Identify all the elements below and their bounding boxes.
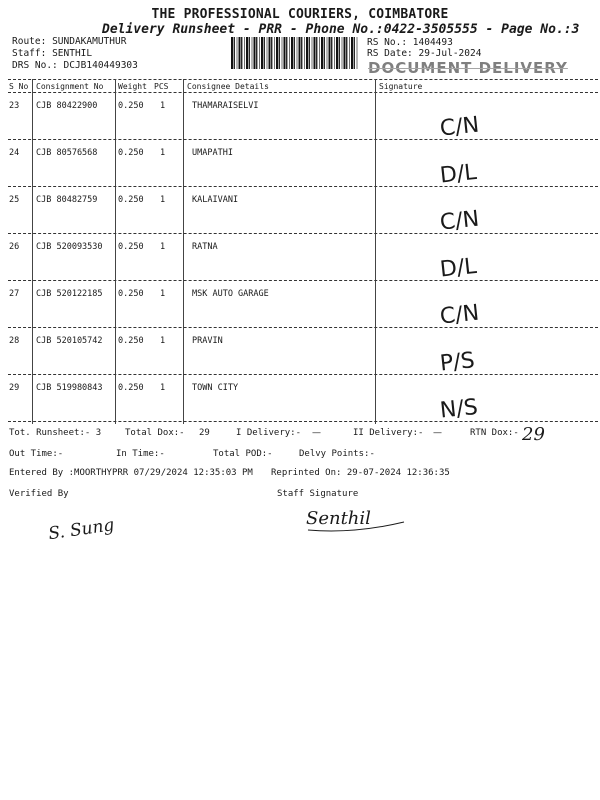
col-header-pcs: PCS	[154, 82, 169, 91]
row-signature-text: C/N	[438, 206, 481, 236]
row-weight: 0.250	[118, 195, 144, 205]
row-sno: 24	[9, 148, 20, 158]
total-dox-value: 29	[199, 428, 210, 438]
row-weight: 0.250	[118, 383, 144, 393]
row-signature	[436, 389, 516, 423]
row-separator	[8, 186, 598, 187]
row-consignee: TOWN CITY	[192, 383, 239, 393]
rs-no-label: RS No.:	[367, 37, 408, 48]
staff-signature-label: Staff Signature	[277, 489, 359, 499]
row-consignment-no: CJB 520105742	[36, 336, 103, 346]
row-sno: 27	[9, 289, 20, 299]
out-time: Out Time:-	[9, 449, 64, 459]
rs-date-label: RS Date:	[367, 48, 413, 59]
row-pcs: 1	[160, 289, 166, 299]
row-separator	[8, 139, 598, 140]
row-weight: 0.250	[118, 336, 144, 346]
row-signature-text: D/L	[438, 159, 478, 189]
rtn-dox-value: 29	[522, 424, 545, 445]
row-consignee: RATNA	[192, 242, 218, 252]
entered-by: Entered By :MOORTHYPRR 07/29/2024 12:35:03 PM	[9, 468, 253, 478]
col-header-weight: Weight	[118, 82, 147, 91]
row-weight: 0.250	[118, 242, 144, 252]
row-pcs: 1	[160, 195, 166, 205]
rs-date-line	[367, 48, 481, 59]
col-divider	[375, 79, 376, 424]
col-divider	[32, 79, 33, 424]
row-separator	[8, 233, 598, 234]
row-signature	[436, 107, 516, 141]
verified-signature-text: S. Sung	[47, 515, 116, 545]
delvy-points: Delvy Points:-	[299, 449, 375, 459]
row-signature-text: P/S	[438, 348, 476, 377]
route-label: Route:	[12, 36, 47, 47]
col-header-consignee: Consignee Details	[187, 82, 269, 91]
row-separator	[8, 374, 598, 375]
row-signature-text: D/L	[438, 253, 478, 283]
row-pcs: 1	[160, 336, 166, 346]
verified-signature	[46, 508, 146, 548]
drs-value: DCJB140449303	[63, 60, 138, 71]
row-separator	[8, 327, 598, 328]
row-pcs: 1	[160, 242, 166, 252]
row-weight: 0.250	[118, 148, 144, 158]
row-weight: 0.250	[118, 101, 144, 111]
i-delivery-label: I Delivery:-	[236, 428, 302, 438]
row-consignment-no: CJB 519980843	[36, 383, 103, 393]
reprinted-on: Reprinted On: 29-07-2024 12:36:35	[271, 468, 450, 478]
tot-runsheet: Tot. Runsheet:- 3	[9, 428, 102, 438]
drs-label: DRS No.:	[12, 60, 58, 71]
col-header-signature: Signature	[379, 82, 423, 91]
rs-no-value: 1404493	[412, 37, 453, 48]
row-weight: 0.250	[118, 289, 144, 299]
row-signature	[436, 201, 516, 235]
route-value: SUNDAKAMUTHUR	[52, 36, 127, 47]
in-time: In Time:-	[116, 449, 165, 459]
rtn-dox-label: RTN Dox:-	[470, 428, 519, 438]
rs-no-line	[367, 37, 453, 48]
rtn-dox-handwritten	[520, 420, 562, 446]
col-header-consignment: Consignment No	[36, 82, 104, 91]
total-pod: Total POD:-	[213, 449, 273, 459]
i-delivery-value: —	[312, 428, 321, 438]
row-separator	[8, 421, 598, 422]
route-line	[12, 36, 126, 47]
ii-delivery-value: —	[433, 428, 442, 438]
company-name: THE PROFESSIONAL COURIERS, COIMBATORE	[151, 7, 449, 22]
ii-delivery-label: II Delivery:-	[353, 428, 424, 438]
row-consignment-no: CJB 80482759	[36, 195, 98, 205]
row-signature-text: N/S	[438, 394, 480, 424]
total-dox-label: Total Dox:-	[125, 428, 185, 438]
row-sno: 29	[9, 383, 20, 393]
col-divider	[115, 79, 116, 424]
document-delivery-stamp: DOCUMENT DELIVERY	[368, 59, 568, 77]
row-sno: 23	[9, 101, 20, 111]
row-consignee: UMAPATHI	[192, 148, 233, 158]
staff-label: Staff:	[12, 48, 47, 59]
row-separator	[8, 280, 598, 281]
row-signature	[436, 248, 516, 282]
row-consignment-no: CJB 520093530	[36, 242, 103, 252]
row-consignment-no: CJB 80422900	[36, 101, 98, 111]
drs-line	[12, 60, 138, 71]
barcode	[231, 37, 359, 69]
col-header-sno: S No	[9, 82, 29, 91]
row-consignment-no: CJB 80576568	[36, 148, 98, 158]
row-consignee: THAMARAISELVI	[192, 101, 259, 111]
staff-value: SENTHIL	[52, 48, 93, 59]
row-signature-text: C/N	[438, 112, 481, 142]
row-sno: 25	[9, 195, 20, 205]
rs-date-value: 29-Jul-2024	[418, 48, 482, 59]
col-divider	[183, 79, 184, 424]
row-consignee: MSK AUTO GARAGE	[192, 289, 269, 299]
row-consignee: PRAVIN	[192, 336, 223, 346]
staff-signature	[304, 500, 424, 536]
row-signature	[436, 342, 516, 376]
row-pcs: 1	[160, 148, 166, 158]
row-consignee: KALAIVANI	[192, 195, 239, 205]
row-pcs: 1	[160, 383, 166, 393]
row-sno: 26	[9, 242, 20, 252]
row-pcs: 1	[160, 101, 166, 111]
row-signature	[436, 295, 516, 329]
table-top-rule	[8, 79, 598, 80]
verified-by-label: Verified By	[9, 489, 69, 499]
table-header-rule	[8, 92, 598, 93]
runsheet-title: Delivery Runsheet - PRR - Phone No.:0422-3505555 - Page No.:3	[102, 22, 580, 37]
staff-signature-text: Senthil	[306, 508, 371, 529]
row-signature-text: C/N	[438, 300, 481, 330]
row-sno: 28	[9, 336, 20, 346]
row-consignment-no: CJB 520122185	[36, 289, 103, 299]
row-signature	[436, 154, 516, 188]
staff-line	[12, 48, 92, 59]
